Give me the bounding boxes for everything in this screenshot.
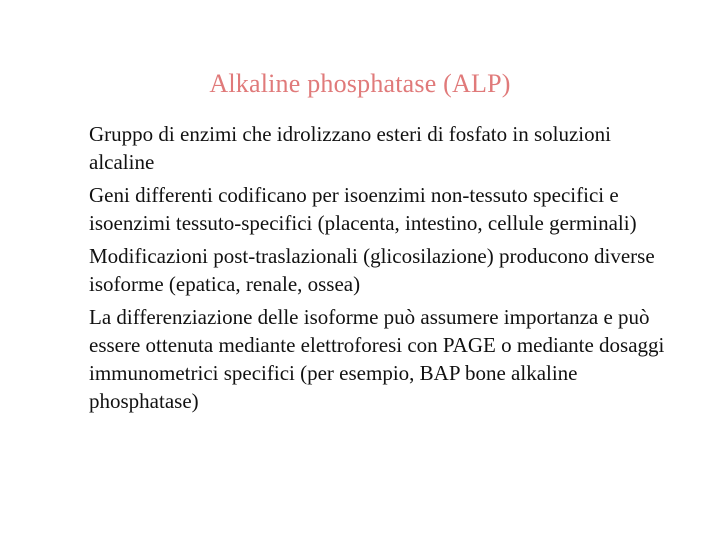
bullet-item: La differenziazione delle isoforme può assumere importanza e può essere ottenuta mediante elettroforesi con PAGE o mediante dosaggi immunometrici specifici (per esempio, BAP bone alkaline phosphatase) (89, 305, 665, 413)
bullet-item: Modificazioni post-traslazionali (glicosilazione) producono diverse isoforme (epatica, renale, ossea) (89, 244, 655, 296)
bullet-list (89, 120, 669, 420)
slide-title: Alkaline phosphatase (ALP) (209, 69, 511, 98)
bullet-item: Gruppo di enzimi che idrolizzano esteri di fosfato in soluzioni alcaline (89, 122, 611, 174)
bullet-item: Geni differenti codificano per isoenzimi non-tessuto specifici e isoenzimi tessuto-specifici (placenta, intestino, cellule germinali) (89, 183, 637, 235)
